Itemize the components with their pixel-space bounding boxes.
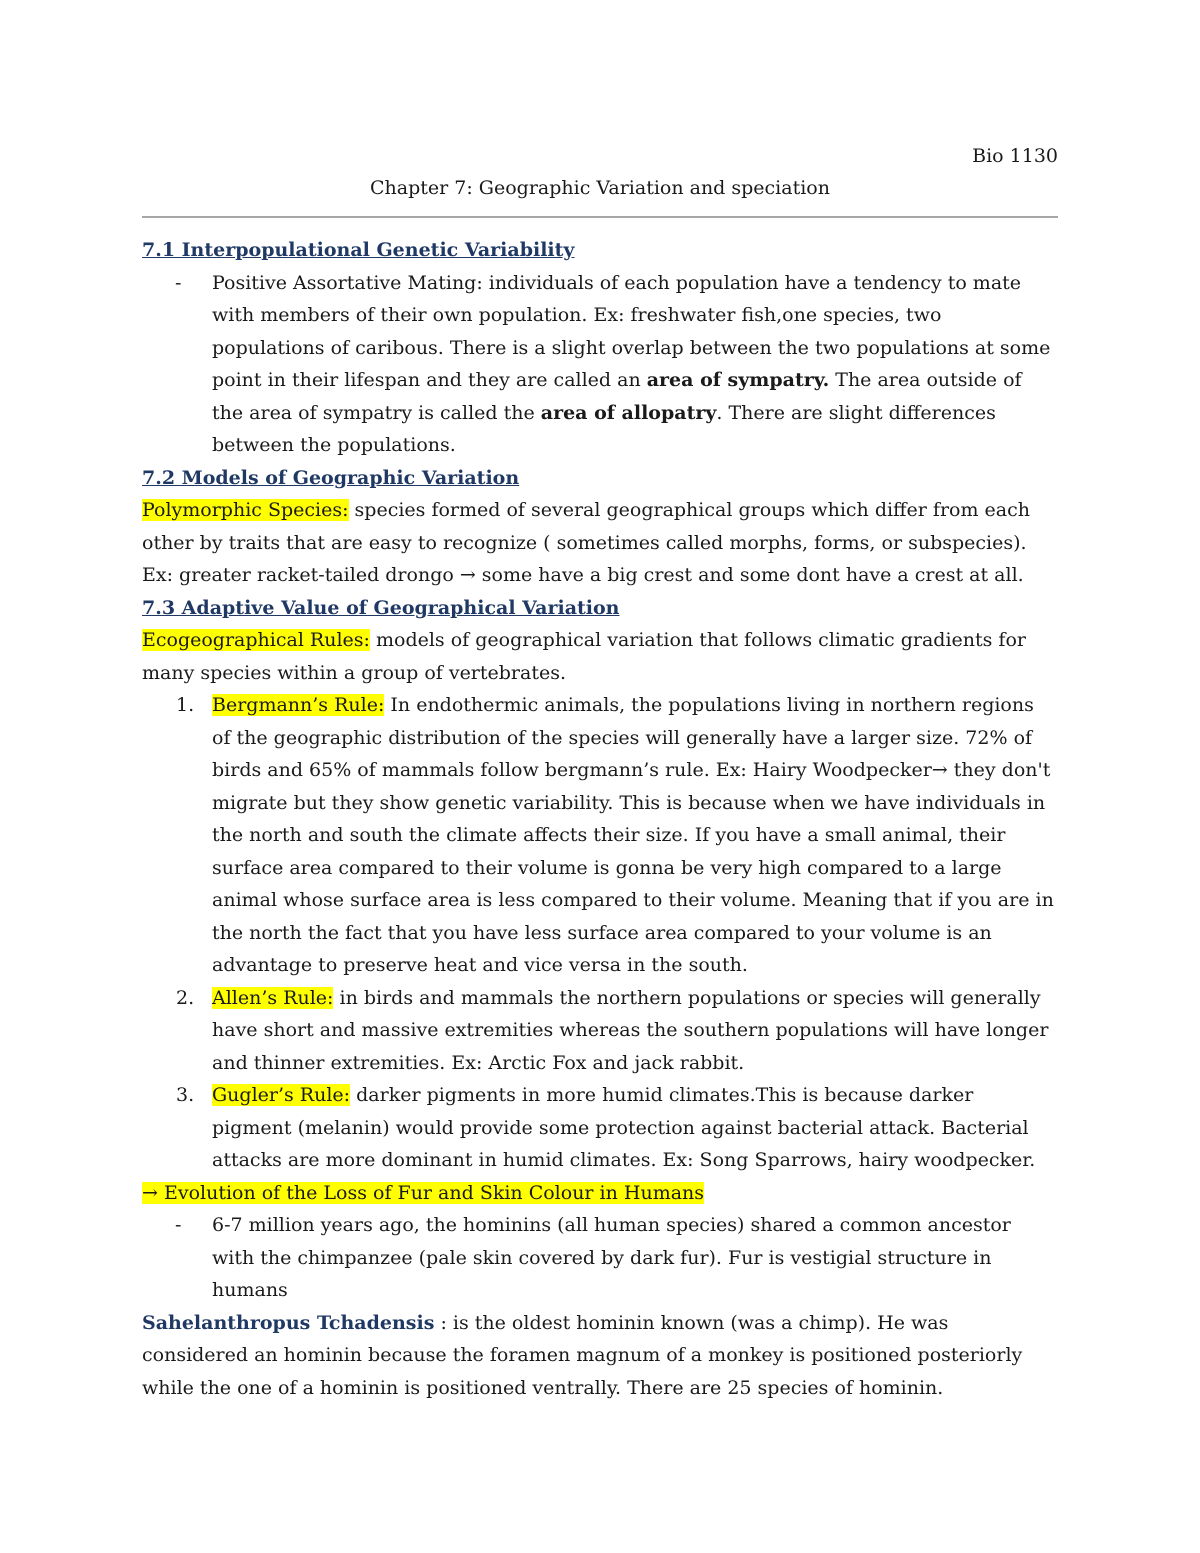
section-heading-7-3: 7.3 Adaptive Value of Geographical Variation [142,596,620,619]
list-number: 1. [176,694,195,716]
list-number: 2. [176,986,195,1009]
ecogeographical-text: models of geographical variation that follows climatic gradients for many species within a group of vertebrates. [142,629,1026,684]
gugler-text: darker pigments in more humid climates.This is because darker pigment (melanin) would provide some protection against bacterial attack. Bacterial attacks are more dominant in humid climates. Ex: Song Sparrows, hairy woodpecker. [212,1084,1036,1171]
section-heading-7-1: 7.1 Interpopulational Genetic Variability [142,239,575,261]
allen-text: in birds and mammals the northern populations or species will generally have short and massive extremities whereas the southern populations will have longer and thinner extremities. Ex: Arctic Fox and jack rabbit. [212,986,1049,1074]
paragraph-polymorphic-species [142,494,1058,592]
term-sahelanthropus: Sahelanthropus Tchadensis [142,1311,435,1334]
assortative-text-2: The area outside of the area of sympatry is called the [212,369,1022,424]
assortative-text-3: . There are slight differences between the populations. [212,401,996,456]
paragraph-sahelanthropus [142,1307,1058,1405]
chapter-title: Chapter 7: Geographic Variation and speciation [370,177,830,199]
list-item-gugler [142,1079,1058,1177]
header-divider [142,216,1058,218]
term-bergmanns-rule: Bergmann’s Rule: [212,694,385,716]
sahelanthropus-text: : is the oldest hominin known (was a chimp). He was considered an hominin because the foramen magnum of a monkey is positioned posteriorly while the one of a hominin is positioned ventrally. There are 25 species of hominin. [142,1311,1023,1399]
term-area-of-allopatry: area of allopatry [540,401,717,424]
paragraph-ecogeographical-rules [142,624,1058,689]
term-allens-rule: Allen’s Rule: [212,986,334,1009]
document-page [142,140,1058,1404]
course-code: Bio 1130 [972,145,1058,167]
list-number: 3. [176,1084,195,1106]
term-ecogeographical-rules: Ecogeographical Rules: [142,629,370,651]
hominins-text: 6-7 million years ago, the hominins (all human species) shared a common ancestor with the chimpanzee (pale skin covered by dark fur). Fur is vestigial structure in humans [212,1214,1011,1301]
bullet-marker: - [175,271,182,294]
bullet-marker: - [175,1214,182,1236]
section-heading-7-2: 7.2 Models of Geographic Variation [142,466,520,489]
list-item-bergmann [142,689,1058,982]
polymorphic-text: species formed of several geographical groups which differ from each other by traits that are easy to recognize ( sometimes called morphs, forms, or subspecies). Ex: greater racket-tailed drongo → some have a big crest and some dont have a crest at all. [142,499,1030,586]
term-polymorphic-species: Polymorphic Species: [142,499,349,521]
term-area-of-sympatry: area of sympatry. [646,369,830,391]
bergmann-text: In endothermic animals, the populations living in northern regions of the geographic distribution of the species will generally have a larger size. 72% of birds and 65% of mammals follow bergmann’s rule. Ex: Hairy Woodpecker→ they don't migrate but they show genetic variability. This is because when we have individuals in the north and south the climate affects their size. If you have a small animal, their surface area compared to their volume is gonna be very high compared to a large animal whose surface area is less compared to their volume. Meaning that if you are in the north the fact that you have less surface area compared to your volume is an advantage to preserve heat and vice versa in the south. [212,694,1054,976]
list-item-allen [142,982,1058,1080]
assortative-text-1: Positive Assortative Mating: individuals of each population have a tendency to mate with members of their own population. Ex: freshwater fish,one species, two populations of caribous. There is a slight overlap between the two populations at some point in their lifespan and they are called an [212,271,1051,391]
term-guglers-rule: Gugler’s Rule: [212,1084,351,1106]
evolution-heading: → Evolution of the Loss of Fur and Skin Colour in Humans [142,1181,705,1204]
bullet-item-hominins [142,1209,1058,1307]
bullet-item-assortative-mating [142,267,1058,462]
